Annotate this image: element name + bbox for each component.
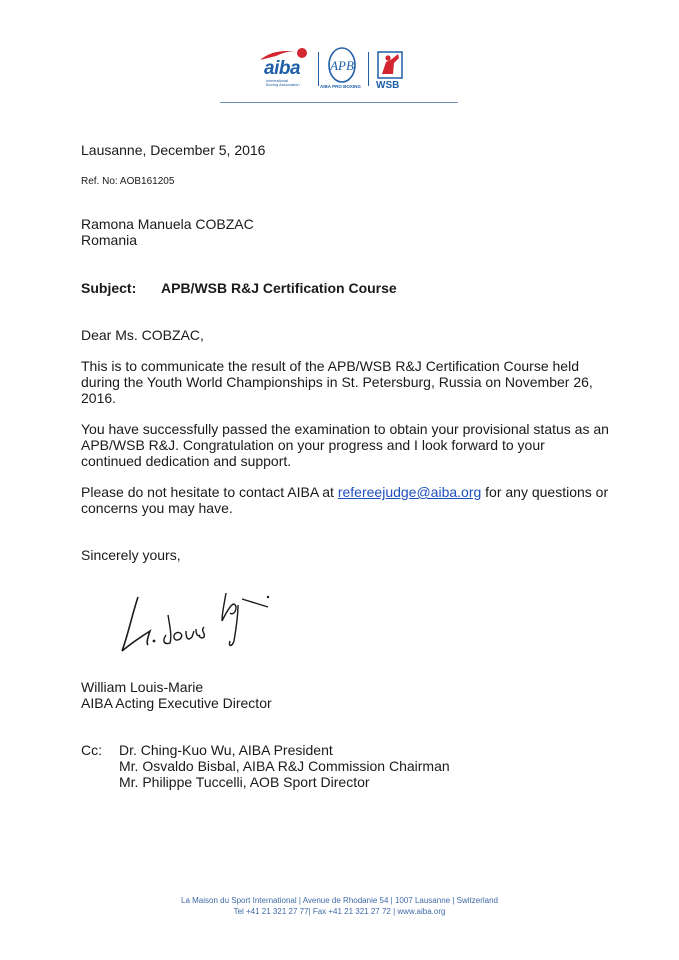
apb-logo-subtitle: AIBA PRO BOXING <box>320 84 361 89</box>
cc-item: Mr. Philippe Tuccelli, AOB Sport Director <box>119 774 370 790</box>
wsb-logo <box>372 50 408 94</box>
paragraph-line: You have successfully passed the examination to obtain your provisional status as an <box>81 421 609 437</box>
aiba-logo-subtitle-line1: International <box>266 78 289 83</box>
wsb-boxer-icon <box>372 50 408 80</box>
aiba-logo-subtitle-line2: Boxing Association <box>266 82 300 87</box>
signatory-name: William Louis-Marie <box>81 679 204 695</box>
header-rule <box>220 102 458 103</box>
salutation: Dear Ms. COBZAC, <box>81 327 204 343</box>
apb-logo <box>320 46 364 94</box>
footer-contact: Tel +41 21 321 27 77| Fax +41 21 321 27 72 | www.aiba.org <box>233 907 446 916</box>
footer-address: La Maison du Sport International | Avenue de Rhodanie 54 | 1007 Lausanne | Switzerland <box>181 896 498 905</box>
cc-label: Cc: <box>81 742 102 758</box>
logo-divider <box>368 52 369 86</box>
recipient-country: Romania <box>81 232 138 248</box>
paragraph-line: APB/WSB R&J. Congratulation on your progress and I look forward to your <box>81 437 545 453</box>
contact-text-after: for any questions or <box>481 484 609 500</box>
logo-group <box>258 46 418 96</box>
aiba-logo <box>258 46 316 94</box>
cc-item: Mr. Osvaldo Bisbal, AIBA R&J Commission Chairman <box>119 758 450 774</box>
recipient-name: Ramona Manuela COBZAC <box>81 216 254 232</box>
contact-text-before: Please do not hesitate to contact AIBA at <box>81 484 338 500</box>
place-date: Lausanne, December 5, 2016 <box>81 142 266 158</box>
aiba-logo-word: aiba <box>264 58 301 79</box>
apb-monogram-text: APB <box>330 58 354 73</box>
aiba-logo-subtitle <box>266 79 300 87</box>
contact-email-link[interactable]: refereejudge@aiba.org <box>337 484 482 500</box>
paragraph-line <box>81 484 608 500</box>
closing: Sincerely yours, <box>81 547 181 563</box>
paragraph-line: This is to communicate the result of the APB/WSB R&J Certification Course held <box>81 358 579 374</box>
signature-image <box>118 585 278 655</box>
apb-monogram-icon <box>320 46 364 84</box>
subject-line: APB/WSB R&J Certification Course <box>161 280 397 296</box>
cc-item: Dr. Ching-Kuo Wu, AIBA President <box>119 742 333 758</box>
paragraph-line: continued dedication and support. <box>81 453 292 469</box>
paragraph-line: concerns you may have. <box>81 500 233 516</box>
subject-label: Subject: <box>81 280 137 296</box>
reference-number: Ref. No: AOB161205 <box>81 176 175 187</box>
paragraph-line: 2016. <box>81 390 117 406</box>
signatory-title: AIBA Acting Executive Director <box>81 695 272 711</box>
logo-divider <box>318 52 319 86</box>
letterhead <box>0 0 679 105</box>
paragraph-line: during the Youth World Championships in St. Petersburg, Russia on November 26, <box>81 374 593 390</box>
wsb-logo-word: WSB <box>376 80 400 91</box>
